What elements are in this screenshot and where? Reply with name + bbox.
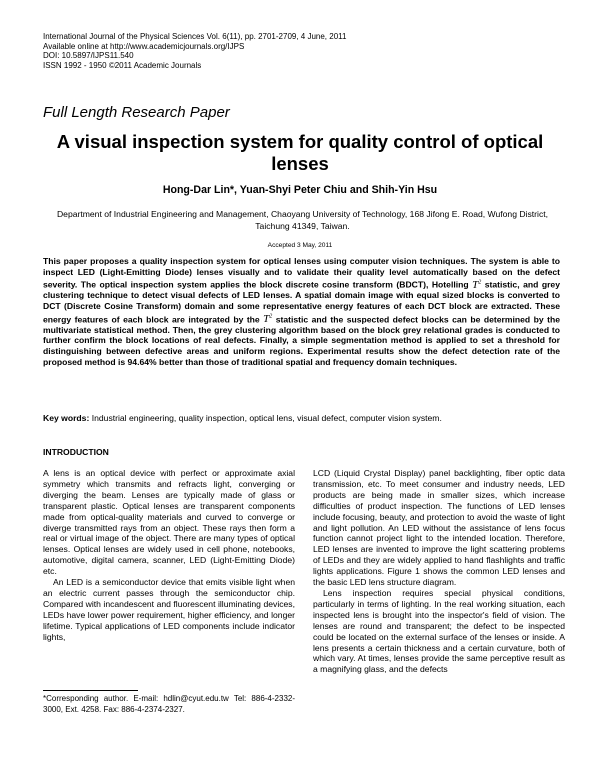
keywords xyxy=(43,413,560,423)
accepted-date: Accepted 3 May, 2011 xyxy=(267,242,333,249)
paper-title: A visual inspection system for quality control of optical lenses xyxy=(56,131,544,174)
abstract xyxy=(43,256,560,367)
affiliation: Department of Industrial Engineering and Management, Chaoyang University of Technology, 168 Jifong E. Road, Wufong District, Taichung 41349, Taiwan. xyxy=(56,209,549,231)
footnote-divider xyxy=(43,690,138,691)
paper-type: Full Length Research Paper xyxy=(43,104,230,121)
journal-url: Available online at http://www.academicjournals.org/IJPS xyxy=(43,41,245,51)
body-column-right xyxy=(313,468,565,675)
paragraph: LCD (Liquid Crystal Display) panel backlighting, fiber optic data transmission, etc. To meet consumer and industry needs, LED products are being made in smaller sizes, which increase difficulties of product inspection. The functions of LED lenses include focusing, beauty, and protection to avoid the waste of light and light pollution. An LED without the assistance of lens focus function cannot project light to the intended location. Therefore, LED lenses are invented to improve the light scattering problems of LEDs and they are widely applied to hand flashlights and traffic lights applications. Figure 1 shows the common LED lenses and the basic LED lens structure diagram. xyxy=(313,468,565,588)
t-squared-symbol: $T^2$ xyxy=(472,278,482,291)
t-squared-symbol: $T^2$ xyxy=(263,313,273,326)
abstract-text-3: statistic and the suspected defect blocks can be determined by the multivariate statistical method. Then, the grey clustering algorithm based on the block grey relational grades is conducted to further confirm the block locations of real defects. Finally, a simple segmentation method is applied to set a threshold for distinguishing between defective areas and uniform regions. Experimental results show the defect detection rate of the proposed method is 94.64% better than those of traditional spatial and frequency domain techniques. xyxy=(43,314,560,367)
journal-citation: International Journal of the Physical Sciences Vol. 6(11), pp. 2701-2709, 4 June, 2011 xyxy=(43,32,347,41)
paragraph: A lens is an optical device with perfect or approximate axial symmetry which transmits and refracts light, converging or diverging the beam. Lenses are typically made of glass or transparent plastic. Optical lenses are transparent components made from optical-quality materials and curved to converge or diverge transmitted rays from an object. These rays then form a real or virtual image of the object. There are many types of optical lenses. Optical lenses are widely used in cell phone, notebooks, automotive, digital camera, scanner, LED (Light-Emitting Diode) etc. xyxy=(43,468,295,577)
section-heading-introduction: INTRODUCTION xyxy=(43,447,109,457)
authors: Hong-Dar Lin*, Yuan-Shyi Peter Chiu and Shih-Yin Hsu xyxy=(162,184,438,196)
keywords-text: Industrial engineering, quality inspection, optical lens, visual defect, computer vision system. xyxy=(89,413,442,423)
footnote: *Corresponding author. E-mail: hdlin@cyut.edu.tw Tel: 886-4-2332-3000, Ext. 4258. Fax: 886-4-2374-2327. xyxy=(43,694,295,714)
paragraph: Lens inspection requires special physical conditions, particularly in terms of lighting. In the real working situation, each inspected lens is brought into the inspector's field of vision. The lenses are round and transparent; the defect to be inspected could be located on the external surface of the lenses or inside. A lens presents a certain thickness and a certain curvature, both of which vary. At times, lenses provide the same perceptive result as a magnifying glass, and the defects xyxy=(313,587,565,675)
abstract-text-1: This paper proposes a quality inspection system for optical lenses using computer vision techniques. The system is able to inspect LED (Light-Emitting Diode) lenses visually and to validate their quality level automatically based on the defect severity. The optical inspection system applies the block discrete cosine transform (BDCT), Hotelling xyxy=(43,256,560,290)
paragraph: An LED is a semiconductor device that emits visible light when an electric current passes through the semiconductor chip. Compared with incandescent and fluorescent illuminating devices, LEDs have lower power requirement, higher efficiency, and longer lifetime. Typical applications of LED components include indicator lights, xyxy=(43,577,295,642)
abstract-text-2: statistic, and grey clustering technique to detect visual defects of LED lenses. A spatial domain image with equal sized blocks is converted to DCT (Discrete Cosine Transform) domain and some representative energy features of each DCT block are extracted. These energy features of each block are integrated by the xyxy=(43,279,560,325)
body-column-left xyxy=(43,468,295,643)
journal-issn: ISSN 1992 - 1950 ©2011 Academic Journals xyxy=(43,60,202,70)
keywords-label: Key words: xyxy=(43,413,90,423)
journal-doi: DOI: 10.5897/IJPS11.540 xyxy=(43,51,134,60)
journal-header xyxy=(43,32,443,70)
